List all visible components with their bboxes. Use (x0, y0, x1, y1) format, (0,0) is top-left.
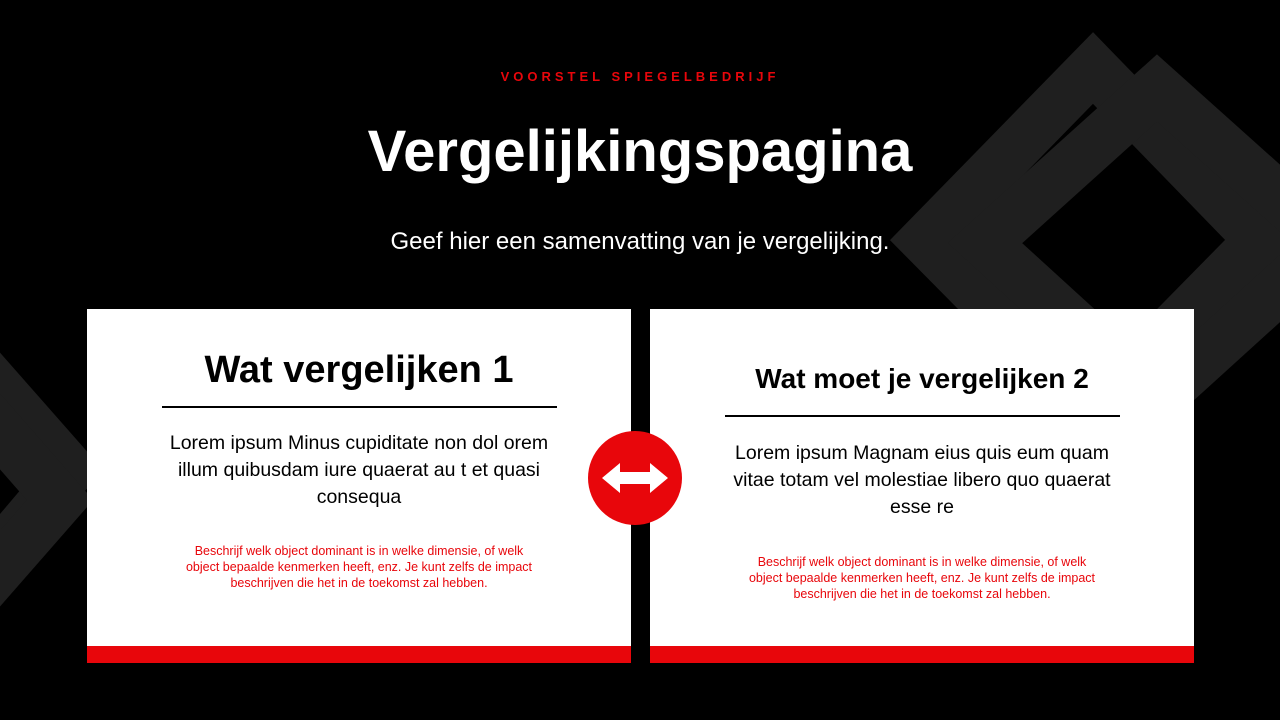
kicker-label: VOORSTEL SPIEGELBEDRIJF (500, 69, 780, 84)
card-body: Lorem ipsum Magnam eius quis eum quam vitae totam vel molestiae libero quo quaerat esse re (733, 442, 1111, 518)
card-note: Beschrijf welk object dominant is in welke dimensie, of welk object bepaalde kenmerken heeft, enz. Je kunt zelfs de impact beschrijven die het in de toekomst zal hebben. (185, 544, 533, 590)
double-arrow-icon (600, 460, 670, 496)
card-title: Wat moet je vergelijken 2 (755, 363, 1089, 394)
accent-bar (650, 646, 1194, 663)
card-note: Beschrijf welk object dominant is in welke dimensie, of welk object bepaalde kenmerken heeft, enz. Je kunt zelfs de impact beschrijven die het in de toekomst zal hebben. (748, 555, 1096, 601)
comparison-card-2 (650, 309, 1194, 663)
divider (162, 406, 557, 408)
divider (725, 415, 1120, 417)
comparison-card-1 (87, 309, 631, 663)
page-subtitle: Geef hier een samenvatting van je vergelijking. (390, 228, 890, 255)
compare-badge (588, 431, 682, 525)
card-title: Wat vergelijken 1 (204, 349, 514, 391)
page-title: Vergelijkingspagina (367, 119, 913, 184)
accent-bar (87, 646, 631, 663)
card-body: Lorem ipsum Minus cupiditate non dol orem illum quibusdam iure quaerat au t et quasi consequa (169, 432, 549, 508)
